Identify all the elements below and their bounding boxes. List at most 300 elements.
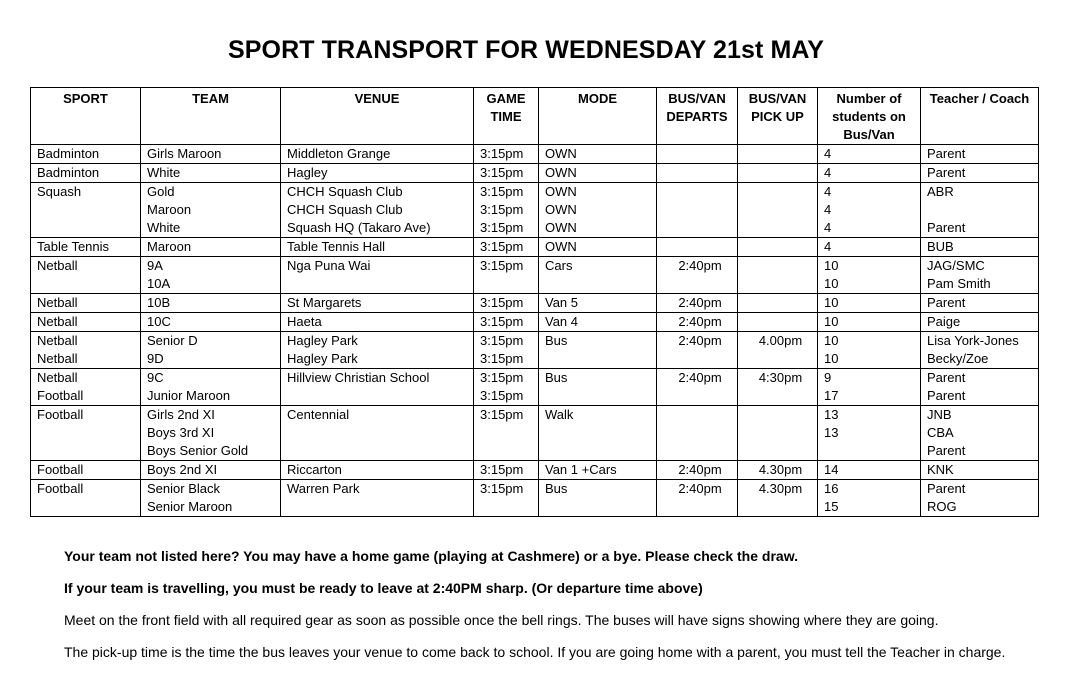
header-pickup: BUS/VAN PICK UP — [738, 88, 818, 145]
cell-time — [474, 480, 539, 517]
cell-team — [141, 164, 281, 183]
cell-line: Netball — [37, 314, 78, 329]
cell-line: 3:15pm — [480, 351, 524, 366]
cell-line — [480, 442, 538, 460]
cell-line: Bus — [545, 370, 568, 385]
cell-teacher — [921, 406, 1039, 461]
cell-line: 10 — [824, 351, 839, 366]
cell-line: 3:15pm — [480, 370, 524, 385]
cell-line: 9D — [147, 351, 164, 366]
cell-team — [141, 257, 281, 294]
cell-departs — [657, 332, 738, 369]
note-bye: Your team not listed here? You may have a home game (playing at Cashmere) or a bye. Please check the draw. — [64, 548, 798, 564]
cell-line: OWN — [545, 146, 577, 161]
cell-line — [545, 424, 656, 442]
cell-line: OWN — [545, 184, 577, 199]
cell-line: OWN — [545, 202, 577, 217]
cell-line: 2:40pm — [678, 370, 722, 385]
cell-venue — [281, 332, 474, 369]
cell-sport — [31, 332, 141, 369]
cell-line: Cars — [545, 258, 573, 273]
cell-students — [818, 480, 921, 517]
cell-line: Netball — [37, 258, 78, 273]
cell-line: 3:15pm — [480, 202, 524, 217]
cell-line: Parent — [927, 443, 966, 458]
cell-time — [474, 145, 539, 164]
cell-students — [818, 406, 921, 461]
cell-line: Becky/Zoe — [927, 351, 989, 366]
cell-line: 3:15pm — [480, 462, 524, 477]
cell-line — [287, 387, 473, 405]
table-row — [31, 257, 1039, 294]
cell-line: 4:30pm — [758, 370, 803, 385]
cell-line — [744, 238, 817, 256]
cell-line: 10C — [147, 314, 171, 329]
header-sport: SPORT — [31, 88, 141, 145]
cell-line: CHCH Squash Club — [287, 202, 403, 217]
cell-line: Bus — [545, 481, 568, 496]
cell-teacher — [921, 294, 1039, 313]
cell-pickup — [738, 145, 818, 164]
cell-line: ABR — [927, 184, 954, 199]
cell-line: Gold — [147, 184, 175, 199]
cell-sport — [31, 257, 141, 294]
cell-teacher — [921, 369, 1039, 406]
cell-teacher — [921, 257, 1039, 294]
cell-line: 9C — [147, 370, 164, 385]
cell-line: Walk — [545, 407, 574, 422]
cell-departs — [657, 164, 738, 183]
cell-line: OWN — [545, 220, 577, 235]
cell-students — [818, 238, 921, 257]
cell-line: 3:15pm — [480, 295, 524, 310]
cell-sport — [31, 183, 141, 238]
cell-line — [287, 275, 473, 293]
cell-pickup — [738, 294, 818, 313]
cell-line: Parent — [927, 370, 966, 385]
table-row — [31, 164, 1039, 183]
cell-line: Junior Maroon — [147, 388, 231, 403]
cell-line — [37, 498, 140, 516]
cell-line — [663, 498, 737, 516]
cell-line — [663, 406, 737, 424]
cell-line — [545, 275, 656, 293]
cell-pickup — [738, 332, 818, 369]
cell-departs — [657, 369, 738, 406]
cell-line — [287, 424, 473, 442]
cell-line: Boys 3rd XI — [147, 425, 215, 440]
cell-line: 3:15pm — [480, 220, 524, 235]
cell-team — [141, 480, 281, 517]
table-row — [31, 406, 1039, 461]
table-row — [31, 145, 1039, 164]
cell-line: Parent — [927, 146, 966, 161]
cell-line: White — [147, 220, 181, 235]
cell-students — [818, 294, 921, 313]
cell-students — [818, 164, 921, 183]
cell-line: OWN — [545, 239, 577, 254]
cell-line — [37, 275, 140, 293]
cell-team — [141, 332, 281, 369]
header-row — [31, 88, 1039, 145]
cell-line: Hagley — [287, 165, 328, 180]
cell-line: Senior D — [147, 333, 198, 348]
cell-line: BUB — [927, 239, 954, 254]
cell-teacher — [921, 313, 1039, 332]
cell-line: Maroon — [147, 202, 192, 217]
cell-mode — [539, 480, 657, 517]
table-row — [31, 461, 1039, 480]
cell-line: 9A — [147, 258, 163, 273]
cell-departs — [657, 461, 738, 480]
header-students: Number of students on Bus/Van — [818, 88, 921, 145]
cell-line: Football — [37, 462, 84, 477]
cell-line: St Margarets — [287, 295, 362, 310]
cell-students — [818, 313, 921, 332]
cell-team — [141, 294, 281, 313]
cell-students — [818, 183, 921, 238]
cell-line: Parent — [927, 295, 966, 310]
cell-line — [663, 145, 737, 163]
cell-line: 10A — [147, 276, 171, 291]
cell-line — [744, 145, 817, 163]
cell-line: Parent — [927, 165, 966, 180]
cell-line: Hagley Park — [287, 351, 358, 366]
cell-line: Van 1 +Cars — [545, 462, 617, 477]
cell-time — [474, 164, 539, 183]
cell-line: KNK — [927, 462, 954, 477]
cell-sport — [31, 461, 141, 480]
cell-mode — [539, 257, 657, 294]
cell-departs — [657, 238, 738, 257]
cell-line: 4 — [824, 202, 832, 217]
cell-departs — [657, 183, 738, 238]
cell-line — [545, 350, 656, 368]
cell-line: CHCH Squash Club — [287, 184, 403, 199]
cell-line: Netball — [37, 351, 78, 366]
cell-mode — [539, 164, 657, 183]
cell-line: 3:15pm — [480, 258, 524, 273]
cell-line: 14 — [824, 462, 839, 477]
cell-line: 9 — [824, 370, 832, 385]
cell-line: 4 — [824, 239, 832, 254]
cell-line: 4.30pm — [758, 462, 803, 477]
cell-line: 2:40pm — [678, 462, 722, 477]
cell-students — [818, 257, 921, 294]
cell-line — [663, 442, 737, 460]
cell-line — [663, 238, 737, 256]
cell-time — [474, 183, 539, 238]
cell-line: 4 — [824, 184, 832, 199]
cell-pickup — [738, 313, 818, 332]
table-row — [31, 313, 1039, 332]
cell-line: Table Tennis — [37, 239, 110, 254]
cell-line: Parent — [927, 220, 966, 235]
cell-line — [480, 498, 538, 516]
cell-line — [824, 442, 920, 460]
cell-line: 2:40pm — [678, 481, 722, 496]
cell-team — [141, 461, 281, 480]
cell-line: Football — [37, 407, 84, 422]
cell-venue — [281, 406, 474, 461]
cell-mode — [539, 313, 657, 332]
cell-line — [744, 219, 817, 237]
cell-teacher — [921, 183, 1039, 238]
cell-line — [663, 387, 737, 405]
cell-line: 10 — [824, 333, 839, 348]
cell-line: Centennial — [287, 407, 350, 422]
cell-line: Hagley Park — [287, 333, 358, 348]
cell-line — [744, 350, 817, 368]
cell-line: 15 — [824, 499, 839, 514]
cell-mode — [539, 145, 657, 164]
cell-mode — [539, 332, 657, 369]
cell-line: 10B — [147, 295, 171, 310]
cell-line — [744, 387, 817, 405]
note-pickup: The pick-up time is the time the bus leaves your venue to come back to school. If you are going home with a parent, you must tell the Teacher in charge. — [64, 644, 1006, 660]
table-row — [31, 332, 1039, 369]
cell-line: 3:15pm — [480, 481, 524, 496]
cell-teacher — [921, 164, 1039, 183]
cell-line: Hillview Christian School — [287, 370, 430, 385]
cell-sport — [31, 145, 141, 164]
cell-line: Squash HQ (Takaro Ave) — [287, 220, 431, 235]
cell-departs — [657, 480, 738, 517]
cell-line: 3:15pm — [480, 407, 524, 422]
note-ready: If your team is travelling, you must be ready to leave at 2:40PM sharp. (Or departure time above) — [64, 580, 703, 596]
cell-line: 2:40pm — [678, 295, 722, 310]
cell-line: 10 — [824, 258, 839, 273]
cell-line: 4 — [824, 220, 832, 235]
cell-venue — [281, 480, 474, 517]
header-time: GAME TIME — [474, 88, 539, 145]
cell-line — [480, 275, 538, 293]
transport-table — [30, 87, 1039, 517]
cell-mode — [539, 183, 657, 238]
cell-time — [474, 294, 539, 313]
cell-venue — [281, 238, 474, 257]
cell-line: Squash — [37, 184, 82, 199]
table-row — [31, 238, 1039, 257]
cell-line: Lisa York-Jones — [927, 333, 1019, 348]
cell-line: Senior Black — [147, 481, 220, 496]
cell-pickup — [738, 369, 818, 406]
cell-line: Football — [37, 388, 84, 403]
cell-teacher — [921, 480, 1039, 517]
cell-line — [480, 424, 538, 442]
table-row — [31, 294, 1039, 313]
cell-line — [744, 406, 817, 424]
cell-pickup — [738, 406, 818, 461]
cell-line — [37, 201, 140, 219]
cell-mode — [539, 461, 657, 480]
cell-time — [474, 369, 539, 406]
table-row — [31, 183, 1039, 238]
cell-line: 2:40pm — [678, 333, 722, 348]
note-meet: Meet on the front field with all required gear as soon as possible once the bell rings. The buses will have signs showing where they are going. — [64, 612, 939, 628]
cell-line — [545, 498, 656, 516]
cell-venue — [281, 145, 474, 164]
cell-line — [744, 257, 817, 275]
cell-pickup — [738, 164, 818, 183]
cell-line: Bus — [545, 333, 568, 348]
cell-line: OWN — [545, 165, 577, 180]
cell-time — [474, 461, 539, 480]
cell-line — [663, 164, 737, 182]
cell-line — [744, 275, 817, 293]
cell-line: Haeta — [287, 314, 322, 329]
cell-students — [818, 461, 921, 480]
cell-venue — [281, 164, 474, 183]
cell-mode — [539, 369, 657, 406]
cell-departs — [657, 294, 738, 313]
header-departs: BUS/VAN DEPARTS — [657, 88, 738, 145]
cell-line: Paige — [927, 314, 961, 329]
cell-line — [545, 442, 656, 460]
cell-line: Parent — [927, 388, 966, 403]
cell-line: Netball — [37, 295, 78, 310]
cell-line: 4 — [824, 165, 832, 180]
cell-sport — [31, 406, 141, 461]
cell-line: Maroon — [147, 239, 192, 254]
cell-line: Warren Park — [287, 481, 360, 496]
cell-venue — [281, 369, 474, 406]
cell-students — [818, 369, 921, 406]
cell-line: Pam Smith — [927, 276, 991, 291]
cell-line — [545, 387, 656, 405]
cell-teacher — [921, 238, 1039, 257]
cell-line — [663, 275, 737, 293]
cell-line: Netball — [37, 370, 78, 385]
cell-team — [141, 145, 281, 164]
cell-line — [663, 201, 737, 219]
cell-team — [141, 183, 281, 238]
cell-departs — [657, 257, 738, 294]
cell-pickup — [738, 183, 818, 238]
cell-line: Middleton Grange — [287, 146, 391, 161]
cell-students — [818, 145, 921, 164]
cell-line: JAG/SMC — [927, 258, 985, 273]
cell-line: Riccarton — [287, 462, 342, 477]
cell-line: 3:15pm — [480, 184, 524, 199]
cell-line: 3:15pm — [480, 314, 524, 329]
cell-line: White — [147, 165, 181, 180]
cell-line: 3:15pm — [480, 146, 524, 161]
cell-line: 16 — [824, 481, 839, 496]
cell-line: Senior Maroon — [147, 499, 233, 514]
cell-line: 3:15pm — [480, 388, 524, 403]
cell-line — [37, 424, 140, 442]
cell-mode — [539, 406, 657, 461]
cell-line: JNB — [927, 407, 952, 422]
table-row — [31, 480, 1039, 517]
cell-pickup — [738, 238, 818, 257]
cell-time — [474, 332, 539, 369]
cell-line — [663, 424, 737, 442]
cell-line — [744, 164, 817, 182]
cell-line: Girls 2nd XI — [147, 407, 215, 422]
cell-line: CBA — [927, 425, 954, 440]
cell-mode — [539, 294, 657, 313]
cell-line: 3:15pm — [480, 165, 524, 180]
cell-venue — [281, 257, 474, 294]
cell-team — [141, 406, 281, 461]
cell-venue — [281, 313, 474, 332]
cell-teacher — [921, 145, 1039, 164]
cell-time — [474, 406, 539, 461]
cell-venue — [281, 183, 474, 238]
cell-line: Girls Maroon — [147, 146, 222, 161]
cell-line — [744, 498, 817, 516]
cell-line — [927, 201, 1038, 219]
cell-team — [141, 238, 281, 257]
cell-line: Van 5 — [545, 295, 579, 310]
cell-line: Boys 2nd XI — [147, 462, 218, 477]
cell-line: Football — [37, 481, 84, 496]
cell-line: 4 — [824, 146, 832, 161]
cell-sport — [31, 164, 141, 183]
cell-venue — [281, 294, 474, 313]
cell-sport — [31, 480, 141, 517]
cell-line — [744, 313, 817, 331]
cell-line: Parent — [927, 481, 966, 496]
cell-line — [287, 442, 473, 460]
cell-line: 13 — [824, 425, 839, 440]
cell-line: 17 — [824, 388, 839, 403]
cell-line — [744, 442, 817, 460]
cell-line: Netball — [37, 333, 78, 348]
cell-line: 4.30pm — [758, 481, 803, 496]
cell-line — [663, 219, 737, 237]
cell-departs — [657, 145, 738, 164]
cell-team — [141, 369, 281, 406]
header-venue: VENUE — [281, 88, 474, 145]
cell-mode — [539, 238, 657, 257]
cell-teacher — [921, 332, 1039, 369]
table-row — [31, 369, 1039, 406]
cell-line — [744, 183, 817, 201]
cell-line: Boys Senior Gold — [147, 443, 249, 458]
cell-pickup — [738, 480, 818, 517]
page-title: SPORT TRANSPORT FOR WEDNESDAY 21st MAY — [227, 36, 825, 64]
cell-line: 13 — [824, 407, 839, 422]
cell-line — [744, 424, 817, 442]
cell-students — [818, 332, 921, 369]
cell-sport — [31, 313, 141, 332]
cell-line: 3:15pm — [480, 239, 524, 254]
cell-sport — [31, 294, 141, 313]
cell-teacher — [921, 461, 1039, 480]
cell-departs — [657, 313, 738, 332]
cell-line: 2:40pm — [678, 314, 722, 329]
cell-line — [663, 350, 737, 368]
cell-line: 2:40pm — [678, 258, 722, 273]
cell-line: 3:15pm — [480, 333, 524, 348]
header-team: TEAM — [141, 88, 281, 145]
cell-line — [37, 442, 140, 460]
cell-team — [141, 313, 281, 332]
cell-sport — [31, 238, 141, 257]
cell-time — [474, 313, 539, 332]
header-mode: MODE — [539, 88, 657, 145]
cell-line — [287, 498, 473, 516]
cell-line: Badminton — [37, 146, 100, 161]
cell-line: 10 — [824, 314, 839, 329]
cell-line: ROG — [927, 499, 957, 514]
cell-pickup — [738, 461, 818, 480]
cell-line: Van 4 — [545, 314, 579, 329]
cell-line: 4.00pm — [758, 333, 803, 348]
